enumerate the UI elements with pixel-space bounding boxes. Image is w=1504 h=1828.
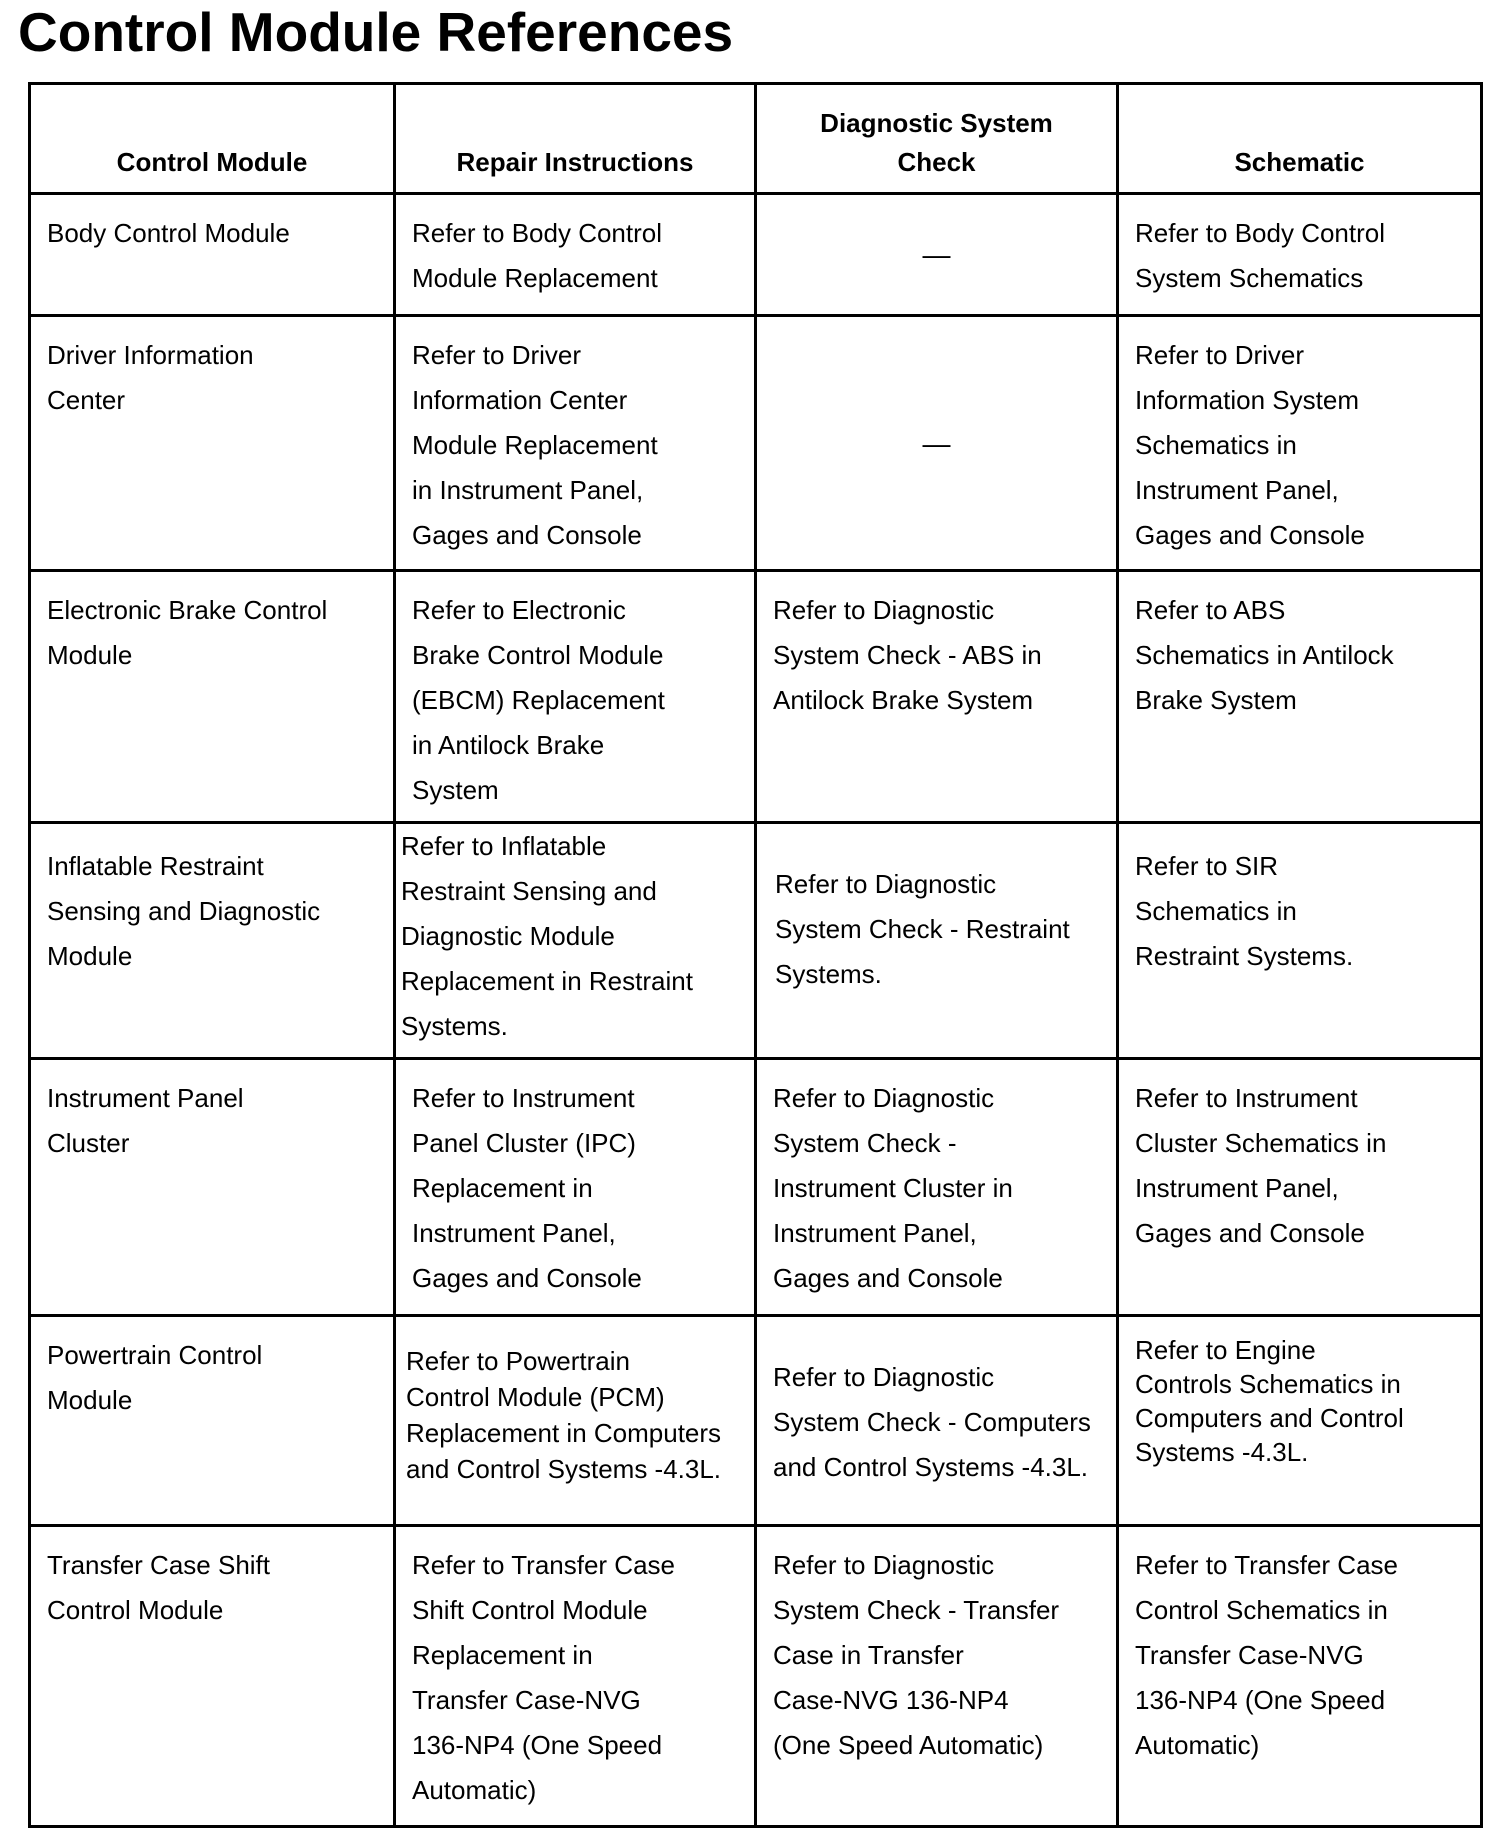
cell-repair-instructions: Refer to Electronic Brake Control Module (EBCM) Replacement in Antilock Brake System [395, 571, 756, 823]
cell-repair-instructions: Refer to Inflatable Restraint Sensing and Diagnostic Module Replacement in Restraint Systems. [395, 823, 756, 1059]
control-module-references-table [28, 82, 1483, 1828]
cell-diagnostic-system-check: — [756, 194, 1118, 316]
cell-control-module: Inflatable Restraint Sensing and Diagnostic Module [30, 823, 395, 1059]
table-row [30, 316, 1482, 571]
table-body [30, 194, 1482, 1827]
table-row [30, 1059, 1482, 1316]
cell-diagnostic-system-check: — [756, 316, 1118, 571]
header-repair-instructions: Repair Instructions [395, 84, 756, 194]
cell-schematic: Refer to Driver Information System Schematics in Instrument Panel, Gages and Console [1118, 316, 1482, 571]
table-row [30, 1316, 1482, 1526]
cell-control-module: Driver Information Center [30, 316, 395, 571]
cell-control-module: Instrument Panel Cluster [30, 1059, 395, 1316]
cell-diagnostic-system-check: Refer to Diagnostic System Check - ABS in Antilock Brake System [756, 571, 1118, 823]
header-diagnostic-system-check: Diagnostic System Check [756, 84, 1118, 194]
cell-diagnostic-system-check: Refer to Diagnostic System Check - Instrument Cluster in Instrument Panel, Gages and Console [756, 1059, 1118, 1316]
cell-schematic: Refer to SIR Schematics in Restraint Systems. [1118, 823, 1482, 1059]
cell-diagnostic-system-check: Refer to Diagnostic System Check - Restraint Systems. [756, 823, 1118, 1059]
cell-control-module: Transfer Case Shift Control Module [30, 1526, 395, 1827]
table-row [30, 1526, 1482, 1827]
cell-control-module: Powertrain Control Module [30, 1316, 395, 1526]
table-row [30, 194, 1482, 316]
header-row [30, 84, 1482, 194]
table-row [30, 571, 1482, 823]
cell-control-module: Body Control Module [30, 194, 395, 316]
cell-schematic: Refer to Body Control System Schematics [1118, 194, 1482, 316]
page-title: Control Module References [18, 1, 734, 63]
cell-schematic: Refer to ABS Schematics in Antilock Brake System [1118, 571, 1482, 823]
cell-repair-instructions: Refer to Driver Information Center Module Replacement in Instrument Panel, Gages and Console [395, 316, 756, 571]
table-row [30, 823, 1482, 1059]
cell-repair-instructions: Refer to Instrument Panel Cluster (IPC) Replacement in Instrument Panel, Gages and Console [395, 1059, 756, 1316]
cell-control-module: Electronic Brake Control Module [30, 571, 395, 823]
cell-repair-instructions: Refer to Powertrain Control Module (PCM) Replacement in Computers and Control Systems -4.3L. [395, 1316, 756, 1526]
cell-diagnostic-system-check: Refer to Diagnostic System Check - Computers and Control Systems -4.3L. [756, 1316, 1118, 1526]
header-control-module: Control Module [30, 84, 395, 194]
cell-schematic: Refer to Instrument Cluster Schematics in Instrument Panel, Gages and Console [1118, 1059, 1482, 1316]
cell-repair-instructions: Refer to Transfer Case Shift Control Module Replacement in Transfer Case-NVG 136-NP4 (One Speed Automatic) [395, 1526, 756, 1827]
cell-diagnostic-system-check: Refer to Diagnostic System Check - Transfer Case in Transfer Case-NVG 136-NP4 (One Speed Automatic) [756, 1526, 1118, 1827]
header-schematic: Schematic [1118, 84, 1482, 194]
cell-repair-instructions: Refer to Body Control Module Replacement [395, 194, 756, 316]
cell-schematic: Refer to Engine Controls Schematics in Computers and Control Systems -4.3L. [1118, 1316, 1482, 1526]
table-header [30, 84, 1482, 194]
cell-schematic: Refer to Transfer Case Control Schematics in Transfer Case-NVG 136-NP4 (One Speed Automatic) [1118, 1526, 1482, 1827]
